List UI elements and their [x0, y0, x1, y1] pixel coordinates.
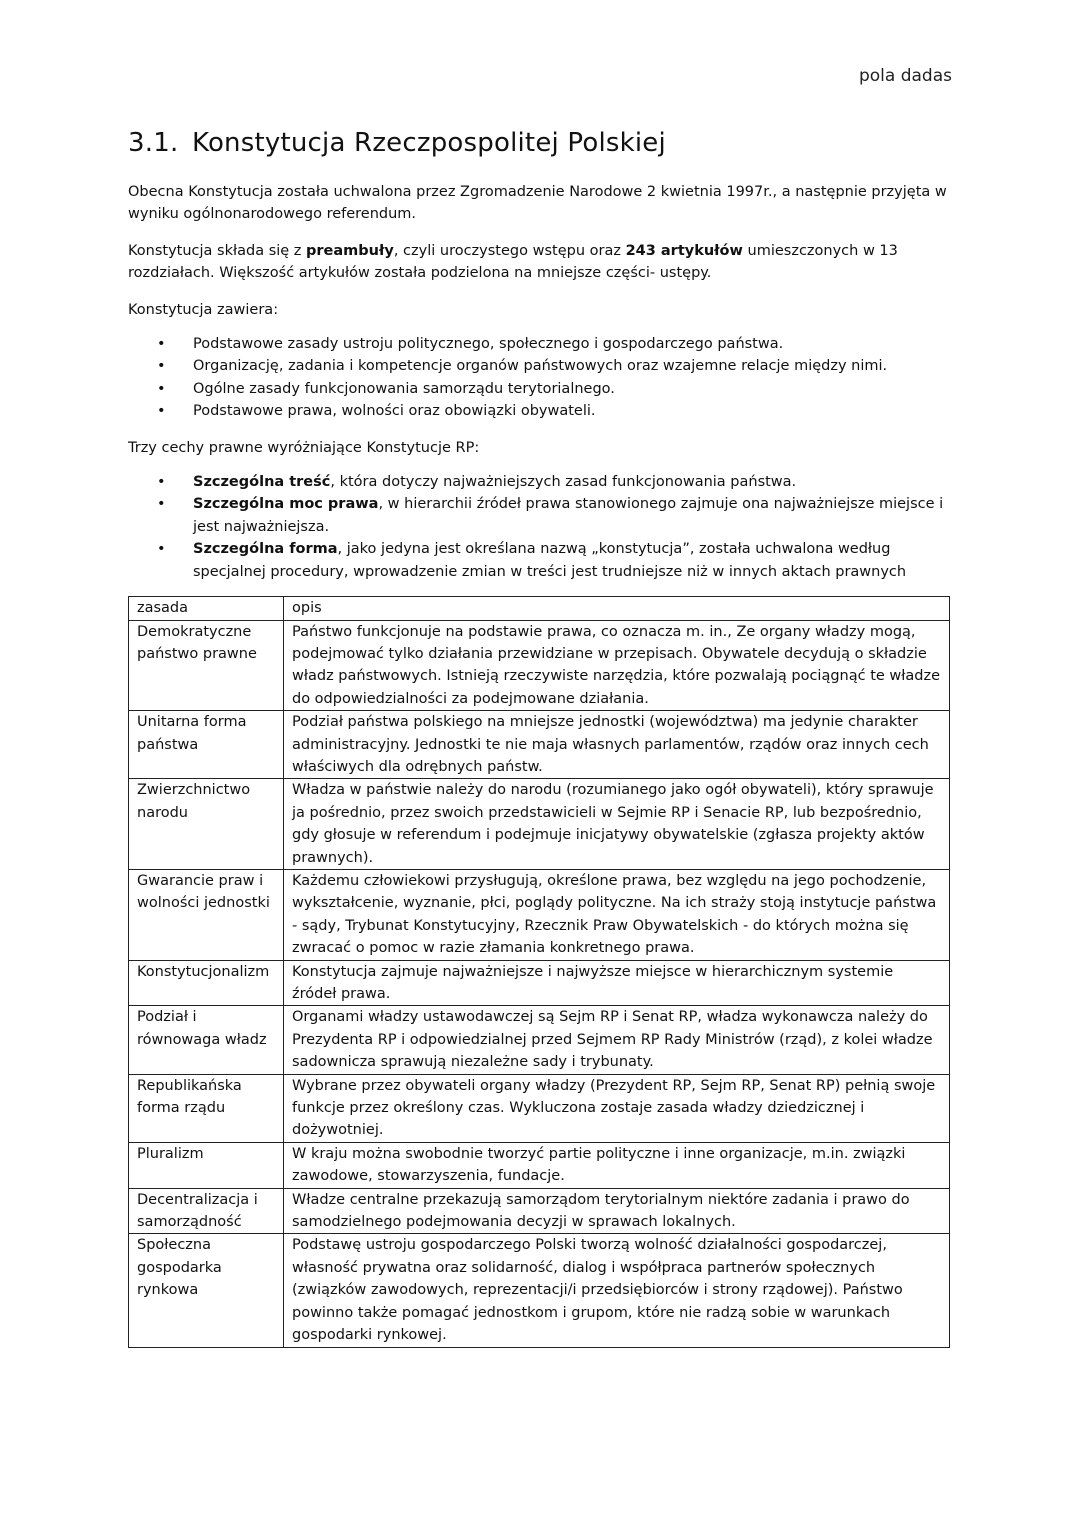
cell-opis: Konstytucja zajmuje najważniejsze i najwyższe miejsce w hierarchicznym systemie źródeł prawa.: [284, 960, 950, 1006]
bullet-icon: •: [157, 474, 166, 491]
feature-term: Szczególna forma: [193, 541, 338, 558]
table-row: [129, 1234, 950, 1347]
list-item: [128, 355, 950, 377]
feature-description: , jako jedyna jest określana nazwą „konstytucja”, została uchwalona według specjalnej procedury, wprowadzenie zmian w treści jest trudniejsze niż w innych aktach prawnych: [193, 541, 907, 580]
list-item-text: Podstawowe zasady ustroju politycznego, społecznego i gospodarczego państwa.: [193, 336, 784, 353]
bold-article-count: 243 artykułów: [625, 242, 743, 259]
list-item: [128, 333, 950, 355]
cell-zasada: Decentralizacja i samorządność: [129, 1188, 284, 1234]
table-header-row: [129, 597, 950, 620]
cell-zasada: Republikańska forma rządu: [129, 1074, 284, 1142]
features-intro: Trzy cechy prawne wyróżniające Konstytucje RP:: [128, 439, 480, 456]
cell-zasada: Demokratyczne państwo prawne: [129, 620, 284, 711]
bullet-icon: •: [157, 358, 166, 375]
table-row: [129, 1006, 950, 1074]
intro-paragraph-3: Konstytucja zawiera:: [128, 301, 279, 318]
column-header-opis: opis: [284, 597, 950, 620]
table-row: [129, 869, 950, 960]
cell-opis: Państwo funkcjonuje na podstawie prawa, co oznacza m. in., Ze organy władzy mogą, podejmować tylko działania przewidziane w przepisach. Obywatele decydują o składzie władz państwowych. Istnieją rzeczywiste narzędzia, które pozwalają pociągnąć te władze do odpowiedzialności za podejmowane działania.: [284, 620, 950, 711]
feature-description: , która dotyczy najważniejszych zasad funkcjonowania państwa.: [330, 474, 797, 491]
text-run: , czyli uroczystego wstępu oraz: [393, 242, 626, 259]
list-item-text: Organizację, zadania i kompetencje organów państwowych oraz wzajemne relacje między nimi.: [193, 358, 888, 375]
bullet-icon: •: [157, 380, 166, 397]
feature-description: , w hierarchii źródeł prawa stanowionego zajmuje ona najważniejsze miejsce i jest najważniejsza.: [193, 496, 944, 535]
table-row: [129, 960, 950, 1006]
feature-term: Szczególna treść: [193, 474, 331, 491]
cell-zasada: Gwarancie praw i wolności jednostki: [129, 869, 284, 960]
cell-zasada: Społeczna gospodarka rynkowa: [129, 1234, 284, 1347]
bold-preambula: preambuły: [306, 242, 394, 259]
bullet-icon: •: [157, 403, 166, 420]
table-row: [129, 1074, 950, 1142]
column-header-zasada: zasada: [129, 597, 284, 620]
cell-opis: Wybrane przez obywateli organy władzy (Prezydent RP, Sejm RP, Senat RP) pełnią swoje funkcje przez określony czas. Wykluczona zostaje zasada władzy dziedzicznej i dożywotniej.: [284, 1074, 950, 1142]
section-number: 3.1.: [128, 128, 179, 158]
cell-zasada: Pluralizm: [129, 1142, 284, 1188]
cell-opis: Władze centralne przekazują samorządom terytorialnym niektóre zadania i prawo do samodzielnego podejmowania decyzji w sprawach lokalnych.: [284, 1188, 950, 1234]
features-list: [128, 471, 950, 583]
cell-zasada: Unitarna forma państwa: [129, 711, 284, 779]
bullet-icon: •: [157, 336, 166, 353]
feature-term: Szczególna moc prawa: [193, 496, 379, 513]
section-title: Konstytucja Rzeczpospolitej Polskiej: [192, 128, 666, 158]
list-item: [128, 493, 950, 538]
intro-paragraph-1: Obecna Konstytucja została uchwalona przez Zgromadzenie Narodowe 2 kwietnia 1997r., a następnie przyjęta w wyniku ogólnonarodowego referendum.: [128, 184, 947, 223]
cell-zasada: Zwierzchnictwo narodu: [129, 779, 284, 870]
bullet-icon: •: [157, 541, 166, 558]
cell-zasada: Konstytucjonalizm: [129, 960, 284, 1006]
cell-opis: Władza w państwie należy do narodu (rozumianego jako ogół obywateli), który sprawuje ja pośrednio, przez swoich przedstawicieli w Sejmie RP i Senacie RP, lub bezpośrednio, gdy głosuje w referendum i podejmuje inicjatywy obywatelskie (zgłasza projekty aktów prawnych).: [284, 779, 950, 870]
table-row: [129, 711, 950, 779]
cell-opis: Podstawę ustroju gospodarczego Polski tworzą wolność działalności gospodarczej, własność prywatna oraz solidarność, dialog i współpraca partnerów społecznych (związków zawodowych, reprezentacji/i przedsiębiorców i strony rządowej). Państwo powinno także pomagać jednostkom i grupom, które nie radzą sobie w warunkach gospodarki rynkowej.: [284, 1234, 950, 1347]
list-item-text: Podstawowe prawa, wolności oraz obowiązki obywateli.: [193, 403, 596, 420]
table-row: [129, 1188, 950, 1234]
intro-paragraph-2: [128, 240, 950, 285]
list-item: [128, 400, 950, 422]
page-header-author: pola dadas: [858, 66, 952, 86]
table-row: [129, 620, 950, 711]
contains-list: [128, 333, 950, 423]
table-row: [129, 1142, 950, 1188]
list-item: [128, 538, 950, 583]
table-row: [129, 779, 950, 870]
cell-opis: Każdemu człowiekowi przysługują, określone prawa, bez względu na jego pochodzenie, wykształcenie, wyznanie, płci, poglądy polityczne. Na ich straży stoją instytucje państwa - sądy, Trybunat Konstytucyjny, Rzecznik Praw Obywatelskich - do których można się zwracać o pomoc w razie złamania konkretnego prawa.: [284, 869, 950, 960]
text-run: umieszczonych w 13 rozdziałach. Większość artykułów została podzielona na mniejsze części- ustępy.: [128, 242, 898, 282]
cell-opis: Organami władzy ustawodawczej są Sejm RP i Senat RP, władza wykonawcza należy do Prezydenta RP i odpowiedzialnej przed Sejmem RP Rady Ministrów (rząd), z kolei władze sadownicza sprawują niezależne sady i trybunaty.: [284, 1006, 950, 1074]
cell-opis: Podział państwa polskiego na mniejsze jednostki (województwa) ma jedynie charakter administracyjny. Jednostki te nie maja własnych parlamentów, rządów oraz innych cech właściwych dla odrębnych państw.: [284, 711, 950, 779]
document-body: [128, 181, 950, 1348]
cell-opis: W kraju można swobodnie tworzyć partie polityczne i inne organizacje, m.in. związki zawodowe, stowarzyszenia, fundacje.: [284, 1142, 950, 1188]
list-item: [128, 471, 950, 493]
text-run: Konstytucja składa się z: [128, 242, 307, 259]
list-item-text: Ogólne zasady funkcjonowania samorządu terytorialnego.: [193, 380, 615, 397]
list-item: [128, 378, 950, 400]
cell-zasada: Podział i równowaga władz: [129, 1006, 284, 1074]
section-heading: [128, 128, 666, 158]
principles-table: [128, 596, 950, 1347]
bullet-icon: •: [157, 496, 166, 513]
